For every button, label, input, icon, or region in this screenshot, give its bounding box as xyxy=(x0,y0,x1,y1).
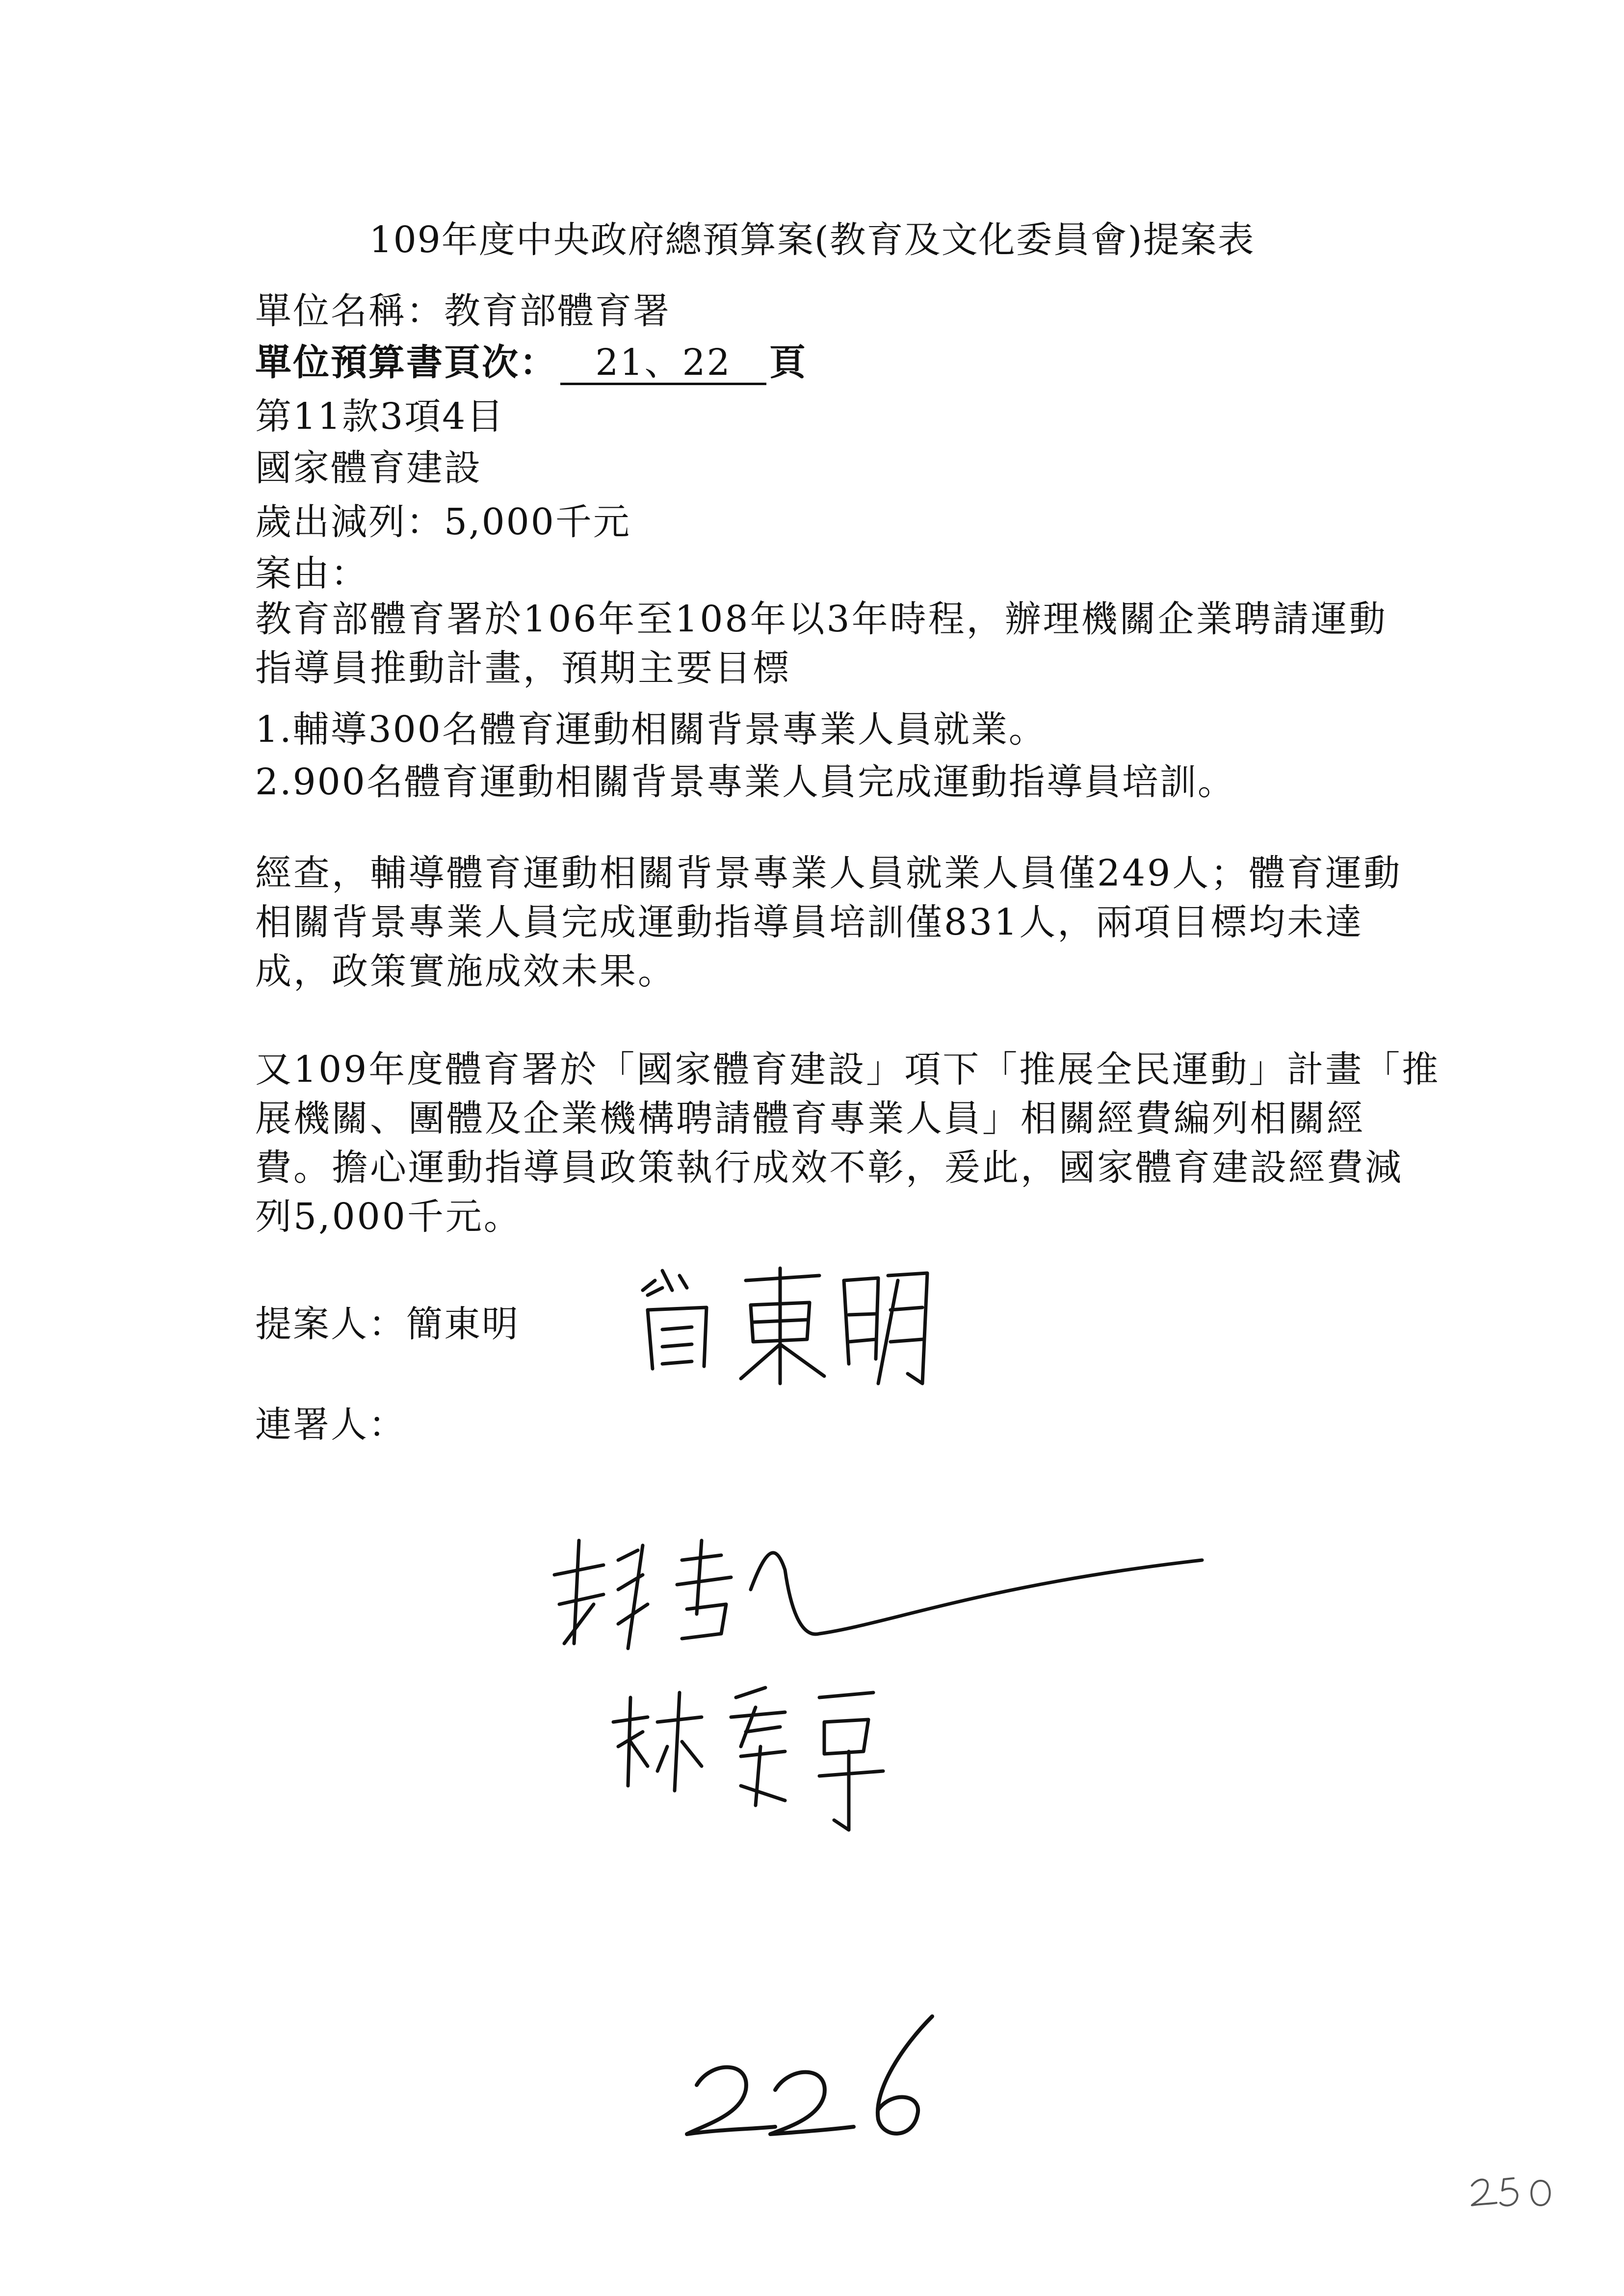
budget-pages-row xyxy=(255,334,807,386)
paragraph-line: 展機關、團體及企業機構聘請體育專業人員」相關經費編列相關經 xyxy=(255,1097,1365,1140)
review-paragraph xyxy=(255,849,1402,996)
document-title: 109年度中央政府總預算案(教育及文化委員會)提案表 xyxy=(369,219,1255,261)
paragraph-line: 教育部體育署於106年至108年以3年時程，辦理機關企業聘請運動 xyxy=(255,598,1388,640)
goal-item-1: 1.輔導300名體育運動相關背景專業人員就業。 xyxy=(255,708,1047,751)
paragraph-line: 列5,000千元。 xyxy=(255,1196,522,1238)
proposer-label: 提案人：簡東明 xyxy=(255,1303,520,1345)
paragraph-line: 又109年度體育署於「國家體育建設」項下「推展全民運動」計畫「推 xyxy=(255,1048,1441,1091)
unit-name: 單位名稱：教育部體育署 xyxy=(255,290,671,332)
budget-section: 第11款3項4目 xyxy=(255,395,505,438)
cosigners-label: 連署人： xyxy=(255,1404,406,1446)
budget-pages-value: 21、22 xyxy=(560,344,766,385)
budget-paragraph xyxy=(255,1045,1441,1241)
corner-page-number xyxy=(1467,2168,1565,2213)
paragraph-line: 經查，輔導體育運動相關背景專業人員就業人員僅249人；體育運動 xyxy=(255,852,1402,894)
reason-label: 案由： xyxy=(255,552,368,595)
cosigner-signature-2 xyxy=(608,1678,922,1835)
paragraph-line: 成，政策實施成效未果。 xyxy=(255,950,676,992)
budget-pages-label: 單位預算書頁次： xyxy=(255,341,557,384)
paragraph-line: 費。擔心運動指導員政策執行成效不彰，爰此，國家體育建設經費減 xyxy=(255,1147,1403,1189)
program-name: 國家體育建設 xyxy=(255,447,482,489)
proposer-signature xyxy=(633,1261,937,1388)
paragraph-line: 相關背景專業人員完成運動指導員培訓僅831人，兩項目標均未達 xyxy=(255,901,1364,943)
cosigner-signature-1 xyxy=(545,1531,1231,1658)
reason-paragraph-1 xyxy=(255,595,1393,693)
budget-pages-suffix: 頁 xyxy=(769,341,807,384)
handwritten-page-number xyxy=(677,2007,952,2154)
goal-item-2: 2.900名體育運動相關背景專業人員完成運動指導員培訓。 xyxy=(255,761,1235,803)
reduction-amount: 歲出減列：5,000千元 xyxy=(255,501,631,543)
paragraph-line: 指導員推動計畫，預期主要目標 xyxy=(255,647,791,689)
